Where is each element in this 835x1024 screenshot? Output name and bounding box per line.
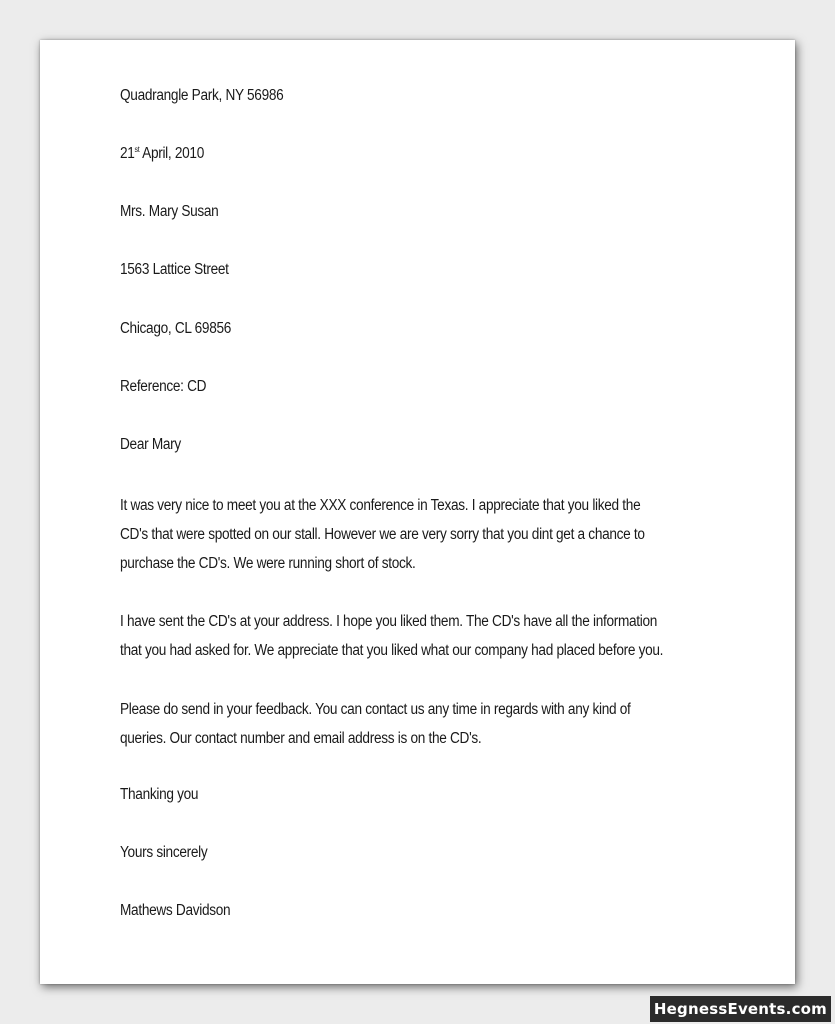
- paragraph-1-line: purchase the CD's. We were running short of stock.: [120, 555, 416, 572]
- recipient-city: Chicago, CL 69856: [120, 320, 232, 337]
- letter-page: [40, 40, 795, 984]
- site-watermark: HegnessEvents.com: [650, 996, 831, 1022]
- recipient-street: 1563 Lattice Street: [120, 261, 229, 278]
- paragraph-1-line: CD's that were spotted on our stall. However we are very sorry that you dint get a chance to: [120, 526, 645, 543]
- paragraph-2: [120, 607, 701, 665]
- signature-name: Mathews Davidson: [120, 902, 231, 919]
- reference-line: Reference: CD: [120, 378, 207, 395]
- paragraph-1-line: It was very nice to meet you at the XXX conference in Texas. I appreciate that you liked the: [120, 497, 641, 514]
- salutation: Dear Mary: [120, 436, 181, 453]
- date-suffix: st: [134, 145, 140, 154]
- date-day: 21: [120, 145, 135, 162]
- letter-date: [120, 145, 204, 163]
- closing-thanks: Thanking you: [120, 786, 199, 803]
- paragraph-3-line: queries. Our contact number and email address is on the CD's.: [120, 730, 482, 747]
- paragraph-2-line: that you had asked for. We appreciate that you liked what our company had placed before you.: [120, 642, 664, 659]
- recipient-name: Mrs. Mary Susan: [120, 203, 219, 220]
- paragraph-1: [120, 491, 701, 578]
- paragraph-3-line: Please do send in your feedback. You can contact us any time in regards with any kind of: [120, 701, 631, 718]
- paragraph-2-line: I have sent the CD's at your address. I hope you liked them. The CD's have all the information: [120, 613, 658, 630]
- sender-address: Quadrangle Park, NY 56986: [120, 87, 284, 104]
- paragraph-3: [120, 695, 701, 753]
- closing-sincerely: Yours sincerely: [120, 844, 208, 861]
- date-rest: April, 2010: [139, 145, 204, 162]
